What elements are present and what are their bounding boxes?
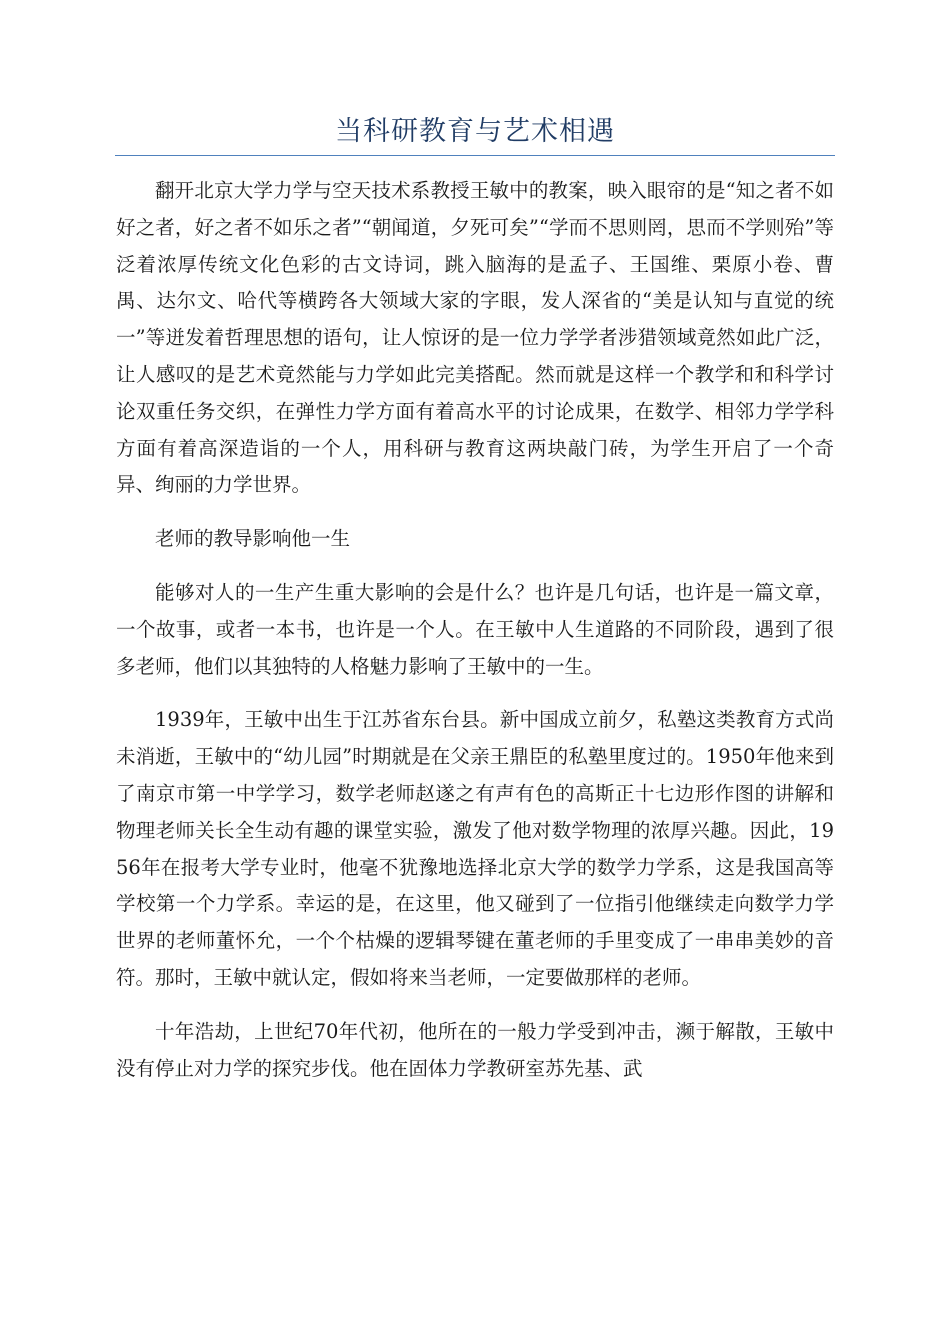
title-underline bbox=[115, 155, 835, 156]
section-heading: 老师的教导影响他一生 bbox=[155, 527, 351, 551]
document-body bbox=[116, 173, 834, 1087]
paragraph-intro: 翻开北京大学力学与空天技术系教授王敏中的教案，映入眼帘的是“知之者不如好之者，好之者不如乐之者”“朝闻道，夕死可矣”“学而不思则罔，思而不学则殆”等泛着浓厚传统文化色彩的古文诗词，跳入脑海的是孟子、王国维、栗原小卷、曹禺、达尔文、哈代等横跨各大领域大家的字眼，发人深省的“美是认知与直觉的统一”等迸发着哲理思想的语句，让人惊讶的是一位力学学者涉猎领域竟然如此广泛，让人感叹的是艺术竟然能与力学如此完美搭配。然而就是这样一个教学和和科学讨论双重任务交织，在弹性力学方面有着高水平的讨论成果，在数学、相邻力学学科方面有着高深造诣的一个人，用科研与教育这两块敲门砖，为学生开启了一个奇异、绚丽的力学世界。 bbox=[116, 179, 834, 497]
paragraph-seventies: 十年浩劫，上世纪70年代初，他所在的一般力学受到冲击，濒于解散，王敏中没有停止对力学的探究步伐。他在固体力学教研室苏先基、武 bbox=[116, 1019, 834, 1080]
paragraph-early-life: 1939年，王敏中出生于江苏省东台县。新中国成立前夕，私塾这类教育方式尚未消逝，王敏中的“幼儿园”时期就是在父亲王鼎臣的私塾里度过的。1950年他来到了南京市第一中学学习，数学老师赵遂之有声有色的高斯正十七边形作图的讲解和物理老师关长全生动有趣的课堂实验，激发了他对数学物理的浓厚兴趣。因此，1956年在报考大学专业时，他毫不犹豫地选择北京大学的数学力学系，这是我国高等学校第一个力学系。幸运的是，在这里，他又碰到了一位指引他继续走向数学力学世界的老师董怀允，一个个枯燥的逻辑琴键在董老师的手里变成了一串串美妙的音符。那时，王敏中就认定，假如将来当老师，一定要做那样的老师。 bbox=[116, 708, 834, 989]
paragraph-teachers: 能够对人的一生产生重大影响的会是什么？也许是几句话，也许是一篇文章，一个故事，或者一本书，也许是一个人。在王敏中人生道路的不同阶段，遇到了很多老师，他们以其独特的人格魅力影响了王敏中的一生。 bbox=[116, 580, 834, 678]
document-title: 当科研教育与艺术相遇 bbox=[335, 116, 615, 147]
